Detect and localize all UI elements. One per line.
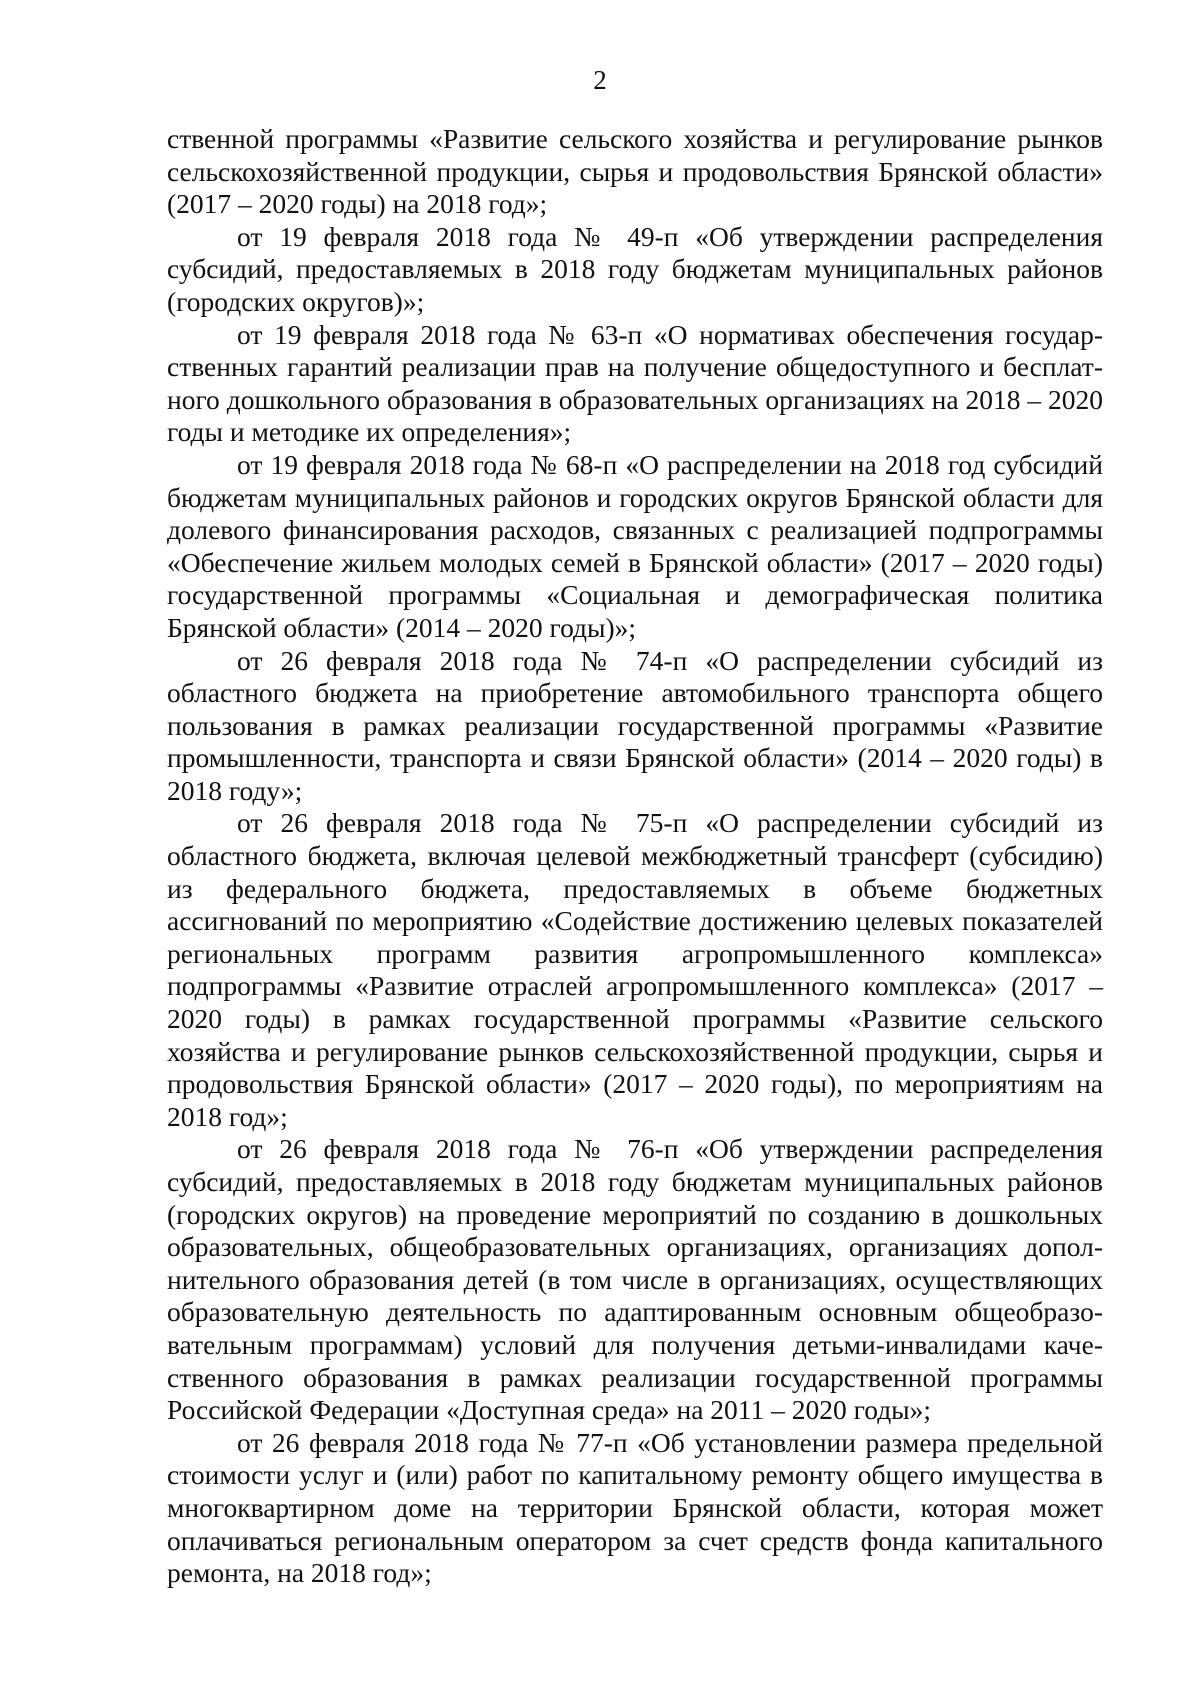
paragraph-3: от 19 февраля 2018 года № 68-п «О распределении на 2018 год субсидий бюджетам муниципальных районов и городских округов Брянской области для долевого финансирования расходов, связанных с реализацией подпрограммы «Обеспечение жильем молодых семей в Брянской области» (2017 – 2020 годы) государственной программы «Социальная и демографическая политика Брянской области» (2014 – 2020 годы)»; [167, 448, 1103, 643]
paragraph-2: от 19 февраля 2018 года № 63-п «О нормативах обеспечения государственных гарантий реализации прав на получение общедоступного и бесплатного дошкольного образования в образовательных организациях на 2018 – 2020 годы и методике их определения»; [167, 318, 1103, 448]
page-number: 2 [593, 65, 607, 95]
paragraph-1: от 19 февраля 2018 года № 49-п «Об утверждении распределения субсидий, предоставляемых в 2018 году бюджетам муниципальных районов (городских округов)»; [167, 220, 1103, 317]
paragraph-7: от 26 февраля 2018 года № 77-п «Об установлении размера предельной стоимости услуг и (или) работ по капитальному ремонту общего имущества в многоквартирном доме на территории Брянской области, которая может оплачиваться региональным оператором за счет средств фонда капитального ремонта, на 2018 год»; [167, 1426, 1103, 1589]
paragraph-4: от 26 февраля 2018 года № 74-п «О распределении субсидий из областного бюджета на приобретение автомобильного транспорта общего пользования в рамках реализации государственной программы «Развитие промышленности, транспорта и связи Брянской области» (2014 – 2020 годы) в 2018 году»; [167, 644, 1103, 806]
paragraph-6: от 26 февраля 2018 года № 76-п «Об утверждении распределения субсидий, предоставляемых в 2018 году бюджетам муниципальных районов (городских округов) на проведение мероприятий по созданию в дошкольных образовательных, общеобразовательных организациях, организациях дополнительного образования детей (в том числе в организациях, осуществляющих образовательную деятельность по адаптированным основным общеобразовательным программам) условий для получения детьми-инвалидами качественного образования в рамках реализации государственной программы Российской Федерации «Доступная среда» на 2011 – 2020 годы»; [167, 1133, 1103, 1426]
document-body [167, 123, 1103, 1590]
paragraph-0: ственной программы «Развитие сельского хозяйства и регулирование рынков сельскохозяйственной продукции, сырья и продовольствия Брянской области» (2017 – 2020 годы) на 2018 год»; [167, 123, 1103, 220]
paragraph-5: от 26 февраля 2018 года № 75-п «О распределении субсидий из областного бюджета, включая целевой межбюджетный трансферт (субсидию) из федерального бюджета, предоставляемых в объеме бюджетных ассигнований по мероприятию «Содействие достижению целевых показателей региональных программ развития агропромышленного комплекса» подпрограммы «Развитие отраслей агропромышленного комплекса» (2017 – 2020 годы) в рамках государственной программы «Развитие сельского хозяйства и регулирование рынков сельскохозяйственной продукции, сырья и продовольствия Брянской области» (2017 – 2020 годы), по мероприятиям на 2018 год»; [167, 807, 1103, 1132]
